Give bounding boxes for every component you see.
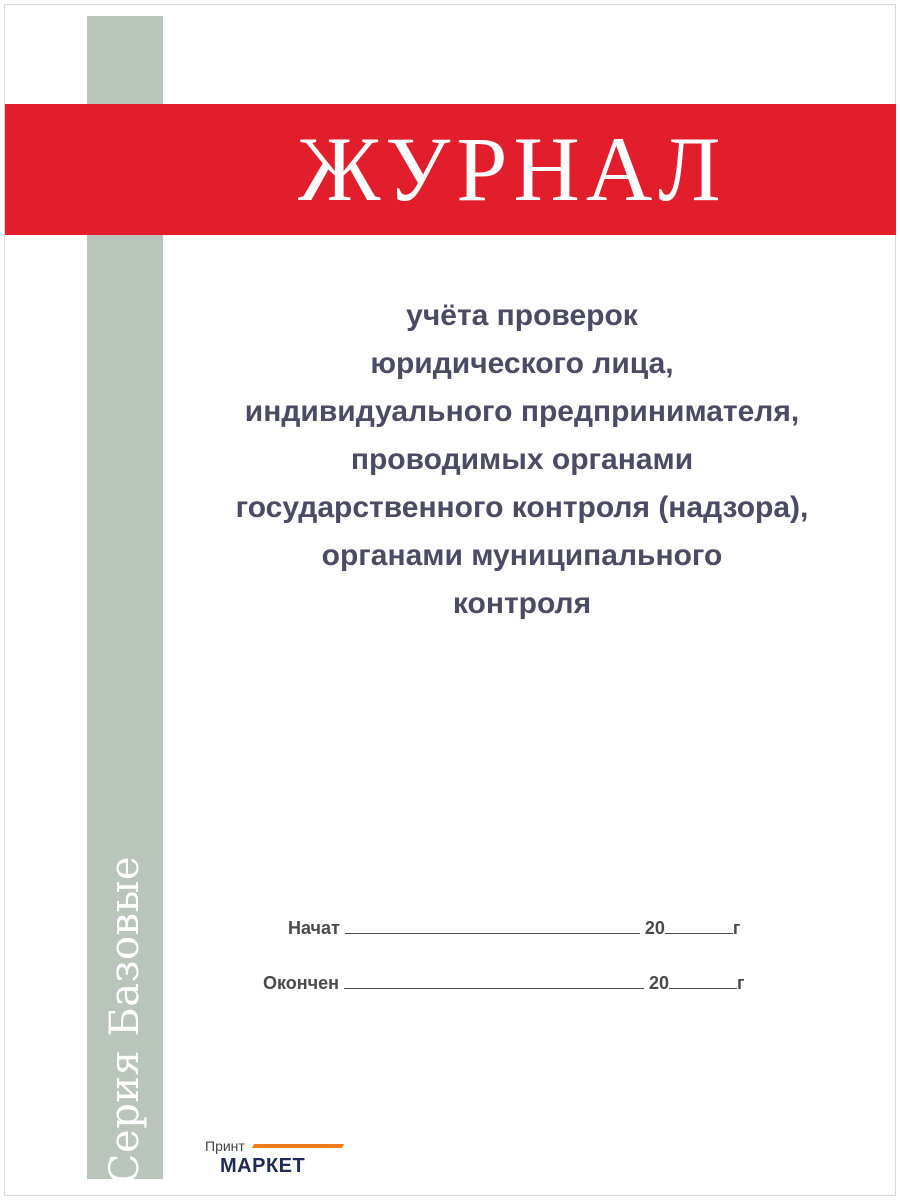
logo-line1: Принт [205, 1138, 245, 1154]
subtitle-line: проводимых органами [350, 443, 694, 476]
end-date-blank [344, 987, 644, 989]
logo-orange-stripe [252, 1144, 344, 1148]
subtitle-line: контроля [452, 587, 592, 620]
start-year-suffix: г [732, 918, 741, 938]
end-date-field [263, 973, 745, 994]
frame-top [4, 4, 896, 5]
subtitle-line: учёта проверок [406, 299, 638, 332]
start-year-prefix: 20 [644, 918, 665, 938]
end-year-suffix: г [737, 973, 745, 993]
start-date-field [288, 918, 740, 939]
start-year-blank [665, 932, 733, 934]
subtitle-line: юридического лица, [370, 347, 674, 380]
cover-subtitle [172, 292, 872, 628]
end-year-blank [669, 987, 737, 989]
end-year-prefix: 20 [649, 973, 670, 993]
cover-title: ЖУРНАЛ [298, 118, 727, 220]
subtitle-line: государственного контроля (надзора), [235, 491, 809, 524]
start-date-blank [345, 932, 640, 934]
end-label: Окончен [263, 973, 339, 993]
subtitle-line: индивидуального предпринимателя, [244, 395, 800, 428]
start-label: Начат [288, 918, 340, 938]
publisher-logo [205, 1138, 355, 1182]
subtitle-line: органами муниципального [321, 539, 723, 572]
frame-bottom [4, 1195, 896, 1196]
series-label: Серия Базовые [102, 855, 148, 1185]
logo-line2: МАРКЕТ [220, 1155, 306, 1177]
